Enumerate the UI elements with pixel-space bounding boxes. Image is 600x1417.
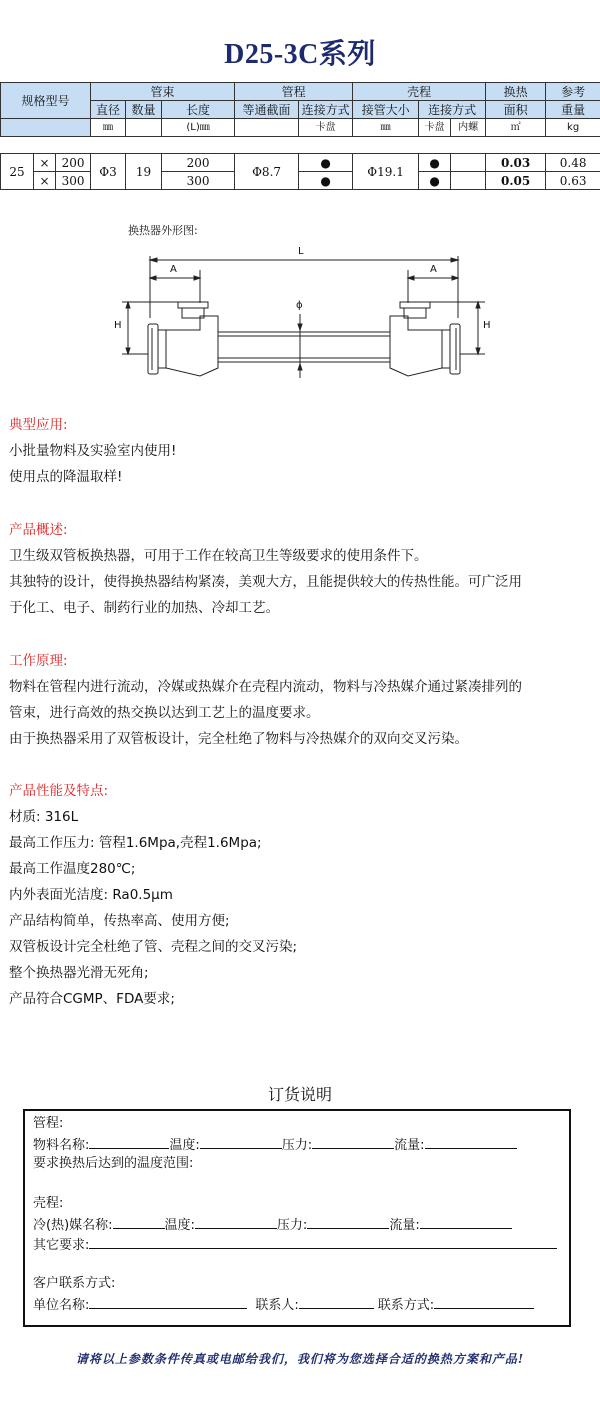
weight-header: 重量 [546,101,600,119]
person-label: 联系人: [255,1298,299,1313]
shell-clamp-unit: 卡盘 [419,119,451,137]
temperature-field[interactable] [200,1134,282,1149]
principle-heading: 工作原理: [9,653,68,669]
length-header: 长度 [162,101,235,119]
len-cell: 200 [56,154,91,172]
order-title: 订货说明 [267,1085,332,1104]
applications-section [9,412,594,490]
times-cell: × [34,154,56,172]
material-name-field[interactable] [89,1134,169,1149]
spec-table [0,82,600,190]
flow-label: 流量: [394,1138,425,1153]
overview-line: 卫生级双管板换热器，可用于工作在较高卫生等级要求的使用条件下。 [9,548,428,564]
pressure-field[interactable] [312,1134,394,1149]
shell-clamp-dot: ● [419,154,451,172]
times-cell: × [34,172,56,190]
area-unit: ㎡ [486,119,546,137]
shell-side-row [33,1214,512,1236]
length-label: L [298,246,304,257]
pipe-unit: ㎜ [353,119,419,137]
applications-heading: 典型应用: [9,417,68,433]
company-field[interactable] [89,1294,247,1309]
other-label: 其它要求: [33,1238,90,1253]
pipe-size-header: 接管大小 [353,101,419,119]
overview-heading: 产品概述: [9,522,68,538]
flow-field[interactable] [425,1134,517,1149]
medium-name-label: 冷(热)媒名称: [33,1218,113,1233]
feature-line: 材质: 316L [9,809,79,825]
flow2-label: 流量: [389,1218,420,1233]
tube-clamp-dot: ● [299,172,353,190]
features-section [9,778,594,1012]
tube-clamp-unit: 卡盘 [299,119,353,137]
principle-section [9,648,594,752]
material-name-label: 物料名称: [33,1138,90,1153]
diagram-caption: 换热器外形图: [128,224,198,237]
size-cell: 25 [1,154,34,190]
model-header: 规格型号 [1,83,91,119]
pipe-size-cell: Φ19.1 [353,154,419,190]
applications-line: 小批量物料及实验室内使用! [9,443,177,459]
other-field[interactable] [89,1234,557,1249]
order-form [23,1109,571,1327]
temperature-label: 温度: [169,1138,200,1153]
temperature2-label: 温度: [164,1218,195,1233]
area-header: 面积 [486,101,546,119]
flow2-field[interactable] [420,1214,512,1229]
inner-thread-unit: 内螺 [451,119,486,137]
other-row [33,1234,557,1256]
count-unit [126,119,162,137]
h-right-label: H [483,320,491,331]
pressure2-field[interactable] [307,1214,389,1229]
model-unit-cell [1,119,91,137]
tube-side-row [33,1134,517,1156]
len-cell: 300 [56,172,91,190]
tube-conn-header: 连接方式 [299,101,353,119]
feature-line: 整个换热器光滑无死角; [9,965,149,981]
weight-cell: 0.48 [546,154,600,172]
diameter-cell: Φ3 [91,154,126,190]
diameter-unit: ㎜ [91,119,126,137]
count-cell: 19 [126,154,162,190]
feature-line: 最高工作温度280℃; [9,861,136,877]
overview-section [9,517,594,621]
inner-thread-cell [451,172,486,190]
table-row [1,154,600,172]
contact-row [33,1294,534,1316]
ref-header: 参考 [546,83,600,101]
footer-note: 请将以上参数条件传真或电邮给我们，我们将为您选择合适的换热方案和产品! [75,1352,525,1366]
a-left-label: A [170,264,177,275]
feature-line: 双管板设计完全杜绝了管、壳程之间的交叉污染; [9,939,298,955]
method-label: 联系方式: [377,1298,435,1313]
features-heading: 产品性能及特点: [9,783,109,799]
heat-header: 换热 [486,83,546,101]
flow-area-header: 等通截面 [235,101,299,119]
shell-conn-header: 连接方式 [419,101,486,119]
weight-unit: kg [546,119,600,137]
temperature2-field[interactable] [195,1214,277,1229]
flow-area-unit [235,119,299,137]
phi-label: ϕ [296,300,303,311]
heat-exchanger-diagram [100,218,500,403]
area-cell: 0.05 [486,172,546,190]
person-field[interactable] [299,1294,374,1309]
feature-line: 产品符合CGMP、FDA要求; [9,991,175,1007]
table-row [1,172,600,190]
tube-side-header: 管程 [235,83,353,101]
contact-label: 客户联系方式: [33,1276,116,1291]
shell-side-header: 壳程 [353,83,486,101]
feature-line: 最高工作压力: 管程1.6Mpa,壳程1.6Mpa; [9,835,262,851]
pressure2-label: 压力: [276,1218,308,1233]
overview-line: 其独特的设计，使得换热器结构紧凑，美观大方，且能提供较大的传热性能。可广泛用 [9,574,522,590]
tube-clamp-dot: ● [299,154,353,172]
principle-line: 物料在管程内进行流动，冷媒或热媒介在壳程内流动，物料与冷热媒介通过紧凑排列的 [9,679,522,695]
company-label: 单位名称: [33,1298,90,1313]
diameter-header: 直径 [91,101,126,119]
inner-thread-cell [451,154,486,172]
pressure-label: 压力: [281,1138,313,1153]
length-unit: (L)㎜ [162,119,235,137]
principle-line: 管束，进行高效的热交换以达到工艺上的温度要求。 [9,705,320,721]
shell-side-label: 壳程: [33,1196,64,1211]
length-cell: 300 [162,172,235,190]
principle-line: 由于换热器采用了双管板设计，完全杜绝了物料与冷热媒介的双向交叉污染。 [9,731,468,747]
count-header: 数量 [126,101,162,119]
tube-bundle-header: 管束 [91,83,235,101]
weight-cell: 0.63 [546,172,600,190]
flow-area-cell: Φ8.7 [235,154,299,190]
medium-name-field[interactable] [113,1214,165,1229]
area-cell: 0.03 [486,154,546,172]
applications-line: 使用点的降温取样! [9,469,123,485]
h-left-label: H [114,320,122,331]
overview-line: 于化工、电子、制药行业的加热、冷却工艺。 [9,600,279,616]
page-title: D25-3C系列 [224,39,376,70]
tube-side-label: 管程: [33,1116,64,1131]
method-field[interactable] [434,1294,534,1309]
a-right-label: A [430,264,437,275]
feature-line: 产品结构简单，传热率高、使用方便; [9,913,230,929]
shell-clamp-dot: ● [419,172,451,190]
length-cell: 200 [162,154,235,172]
target-temp-label: 要求换热后达到的温度范围: [33,1156,194,1171]
feature-line: 内外表面光洁度: Ra0.5μm [9,887,173,903]
